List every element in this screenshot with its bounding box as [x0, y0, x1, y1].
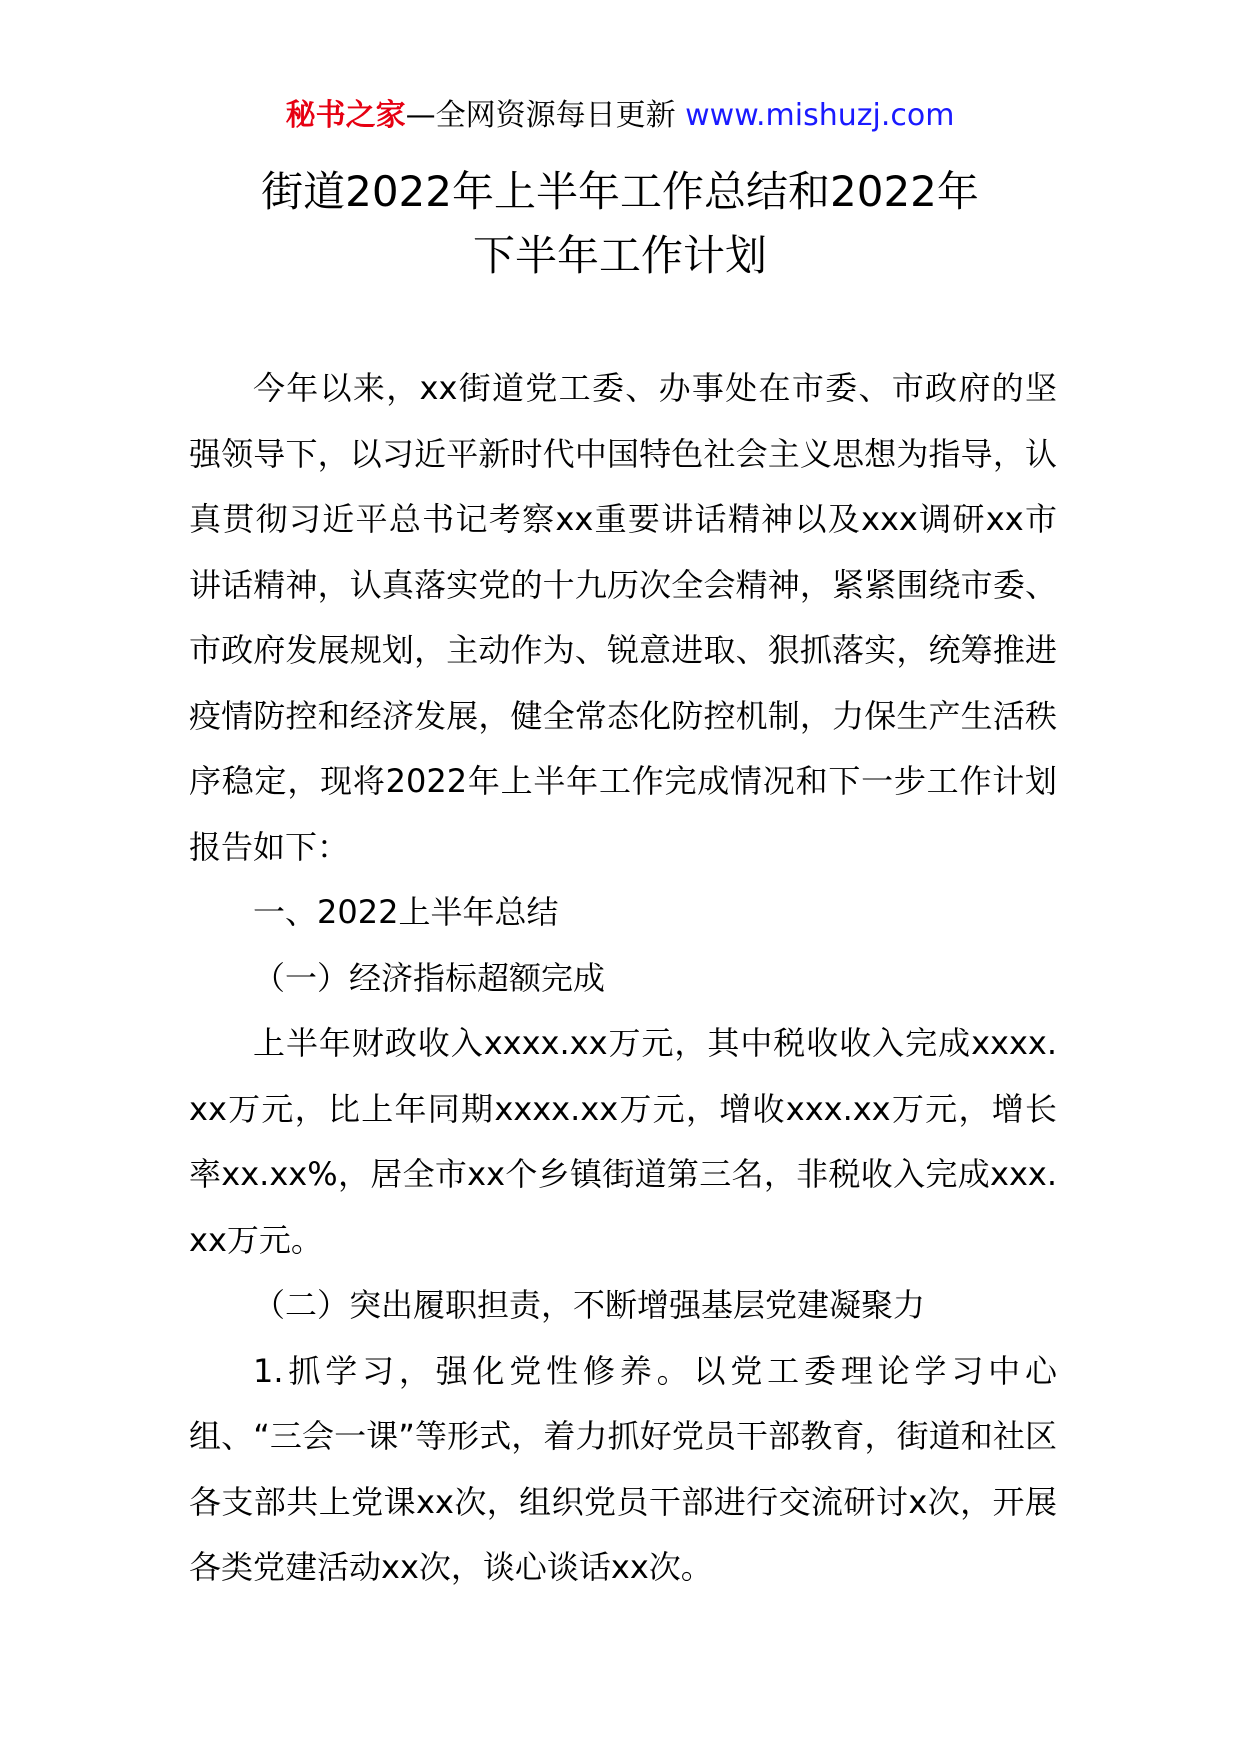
subsection-heading-2: （二）突出履职担责，不断增强基层党建凝聚力 [253, 1286, 926, 1324]
paragraph-finance: 上半年财政收入xxxx.xx万元，其中税收收入完成xxxx.xx万元，比上年同期xxxx.xx万元，增收xxx.xx万元，增长率xx.xx%，居全市xx个乡镇街道第三名，非税收入完成xxx.xx万元。 [189, 1024, 1057, 1259]
document-body [189, 356, 1057, 1601]
site-banner [0, 96, 1240, 136]
paragraph-study: 1.抓学习，强化党性修养。以党工委理论学习中心组、“三会一课”等形式，着力抓好党员干部教育，街道和社区各支部共上党课xx次，组织党员干部进行交流研讨x次，开展各类党建活动xx次，谈心谈话xx次。 [189, 1351, 1057, 1586]
section-heading-1: 一、2022上半年总结 [253, 893, 559, 931]
title-line-1: 街道2022年上半年工作总结和2022年 [261, 167, 979, 216]
site-url-link[interactable]: www.mishuzj.com [685, 98, 955, 133]
banner-slogan: —全网资源每日更新 [405, 98, 676, 133]
intro-paragraph: 今年以来，xx街道党工委、办事处在市委、市政府的坚强领导下，以习近平新时代中国特色社会主义思想为指导，认真贯彻习近平总书记考察xx重要讲话精神以及xxx调研xx市讲话精神，认真落实党的十九历次全会精神，紧紧围绕市委、市政府发展规划，主动作为、锐意进取、狠抓落实，统筹推进疫情防控和经济发展，健全常态化防控机制，力保生产生活秩序稳定，现将2022年上半年工作完成情况和下一步工作计划报告如下： [189, 369, 1057, 866]
document-title [0, 160, 1240, 288]
title-line-2: 下半年工作计划 [472, 231, 767, 280]
subsection-heading-1: （一）经济指标超额完成 [253, 958, 606, 997]
brand-name: 秘书之家 [285, 98, 406, 133]
